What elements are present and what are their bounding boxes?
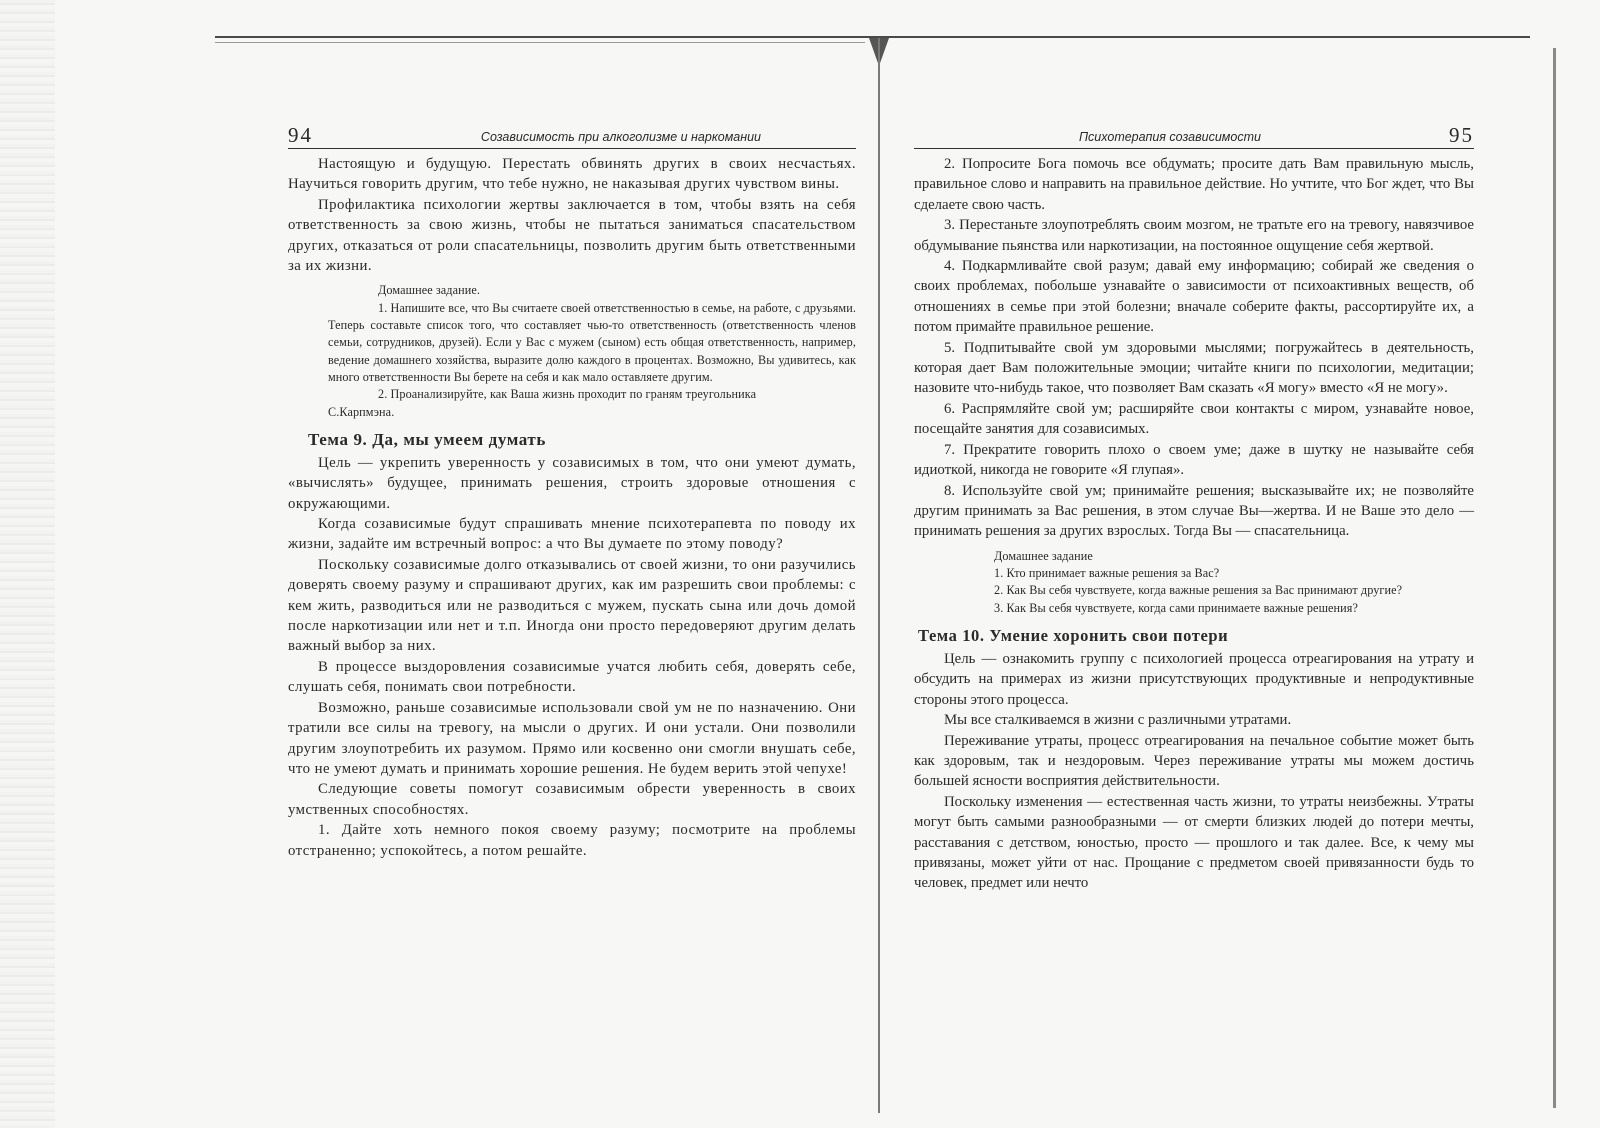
scan-margin-noise xyxy=(0,0,55,1128)
paragraph: Мы все сталкиваемся в жизни с различными утратами. xyxy=(944,712,1292,729)
running-head: Психотерапия созависимости xyxy=(1079,130,1261,144)
paragraph: 1. Дайте хоть немного покоя своему разуму; посмотрите на проблемы отстраненно; успокойтесь, а потом решайте. xyxy=(288,822,856,859)
running-head: Созависимость при алкоголизме и наркомании xyxy=(480,130,761,144)
homework-item: 3. Как Вы себя чувствуете, когда сами принимаете важные решения? xyxy=(994,600,1359,615)
paragraph: Поскольку изменения — естественная часть жизни, то утраты неизбежны. Утраты могут быть самыми разнообразными — от смерти близких людей до потери мечты, расставания с детством, юностью, просто — прошлого и так далее. Все, к чему мы привязаны, может уйти от нас. Прощание с предметом своей привязанности будь то человек, предмет или нечто xyxy=(914,793,1474,892)
page-number: 94 xyxy=(288,123,313,147)
paragraph: 3. Перестаньте злоупотреблять своим мозгом, не тратьте его на тревогу, навязчивое обдумывание пьянства или наркотизации, на постоянное ощущение себя жертвой. xyxy=(914,217,1474,254)
left-page-header xyxy=(288,118,856,149)
homework-title: Домашнее задание. xyxy=(378,283,481,298)
left-page xyxy=(288,118,856,861)
paragraph: 5. Подпитывайте свой ум здоровыми мыслями; погружайтесь в деятельность, которая дает Вам положительные эмоции; читайте книги по психологии, медитации; назовите что-нибудь такое, что позволяет Вам сказать «Я могу» вместо «Я не могу». xyxy=(914,339,1474,397)
paragraph: Профилактика психологии жертвы заключается в том, чтобы взять на себя ответственность за свою жизнь, чтобы не пытаться заниматься спасательством других, отказаться от роли спасательницы, позволить другим быть ответственными за их жизни. xyxy=(288,196,856,275)
top-rule-secondary xyxy=(215,42,865,43)
homework-item: С.Карпмэна. xyxy=(328,404,395,419)
homework-title: Домашнее задание xyxy=(994,548,1093,563)
paragraph: Когда созависимые будут спрашивать мнение психотерапевта по поводу их жизни, задайте им встречный вопрос: а что Вы думаете по этому поводу? xyxy=(288,516,856,553)
paragraph: Поскольку созависимые долго отказывались от своей жизни, то они разучились доверять своему разуму и спрашивают других, как им разрешить свои проблемы: с кем жить, разводиться или не разводиться с мужем, пускать сына или дочь домой после наркотизации или нет и т.п. Иногда они просто передоверяют другим делать важный выбор за них. xyxy=(288,556,856,655)
section-heading: Тема 9. Да, мы умеем думать xyxy=(308,429,546,449)
paragraph: Следующие советы помогут созависимым обрести уверенность в своих умственных способностях. xyxy=(288,781,856,818)
section-heading: Тема 10. Умение хоронить свои потери xyxy=(918,625,1229,645)
paragraph: Возможно, раньше созависимые использовали свой ум не по назначению. Они тратили все силы на тревогу, на мысли о других. И они устали. Они позволили другим злоупотребить их разумом. Прямо или косвенно они смогли внушать себе, что не умеют думать и принимать хорошие решения. Не будем верить этой чепухе! xyxy=(288,699,856,777)
paragraph: 4. Подкармливайте свой разум; давай ему информацию; собирай же сведения о своих проблемах, побольше узнавайте о зависимости от психоактивных веществ, об отношениях в семье при этой болезни; вначале соберите факты, рассортируйте их, а потом примайте правильное решение. xyxy=(914,258,1474,336)
paragraph: 6. Распрямляйте свой ум; расширяйте свои контакты с миром, узнавайте новое, посещайте занятия для созависимых. xyxy=(914,400,1474,438)
page-number: 95 xyxy=(1449,123,1474,147)
homework-item: 1. Кто принимает важные решения за Вас? xyxy=(994,566,1220,581)
homework-item: 2. Как Вы себя чувствуете, когда важные решения за Вас принимают другие? xyxy=(994,583,1403,598)
book-spine xyxy=(878,38,880,1113)
paragraph: Настоящую и будущую. Перестать обвинять других в своих несчастьях. Научиться говорить другим, что тебе нужно, не наказывая других чувством вины. xyxy=(288,156,856,193)
homework-block xyxy=(328,282,856,420)
homework-item: 2. Проанализируйте, как Ваша жизнь проходит по граням треугольника xyxy=(378,387,757,402)
right-page xyxy=(914,118,1474,894)
paragraph: 8. Используйте свой ум; принимайте решения; высказывайте их; не позволяйте другим принимать за Вас решения, в этом случае Вы—жертва. И не Ваше это дело — принимать решения за других взрослых. Тогда Вы — спасательница. xyxy=(914,482,1474,540)
page-edge xyxy=(1553,48,1556,1108)
paragraph: 7. Прекратите говорить плохо о своем уме; даже в шутку не называйте себя идиоткой, никогда не говорите «Я глупая». xyxy=(914,441,1474,479)
paragraph: Цель — ознакомить группу с психологией процесса отреагирования на утрату и обсудить на примерах из жизни присутствующих продуктивные и непродуктивные стороны этого процесса. xyxy=(914,650,1474,708)
homework-item: 1. Напишите все, что Вы считаете своей ответственностью в семье, на работе, с друзьями. Теперь составьте список того, что составляет чью-то ответственность (ответственность членов семьи, сотрудников, друзей). Если у Вас с мужем (сыном) есть общая ответственность, например, ведение домашнего хозяйства, выразите долю каждого в процентах. Возможно, Вы удивитесь, как много ответственности Вы берете на себя и как мало оставляете другим. xyxy=(328,300,856,384)
homework-block xyxy=(944,548,1474,617)
paragraph: В процессе выздоровления созависимые учатся любить себя, доверять себе, слушать себя, понимать свои потребности. xyxy=(288,658,856,696)
paragraph: Переживание утраты, процесс отреагирования на печальное событие может быть как здоровым, так и нездоровым. Через переживание утраты мы можем достичь большей ясности восприятия действительности. xyxy=(914,732,1474,790)
paragraph: 2. Попросите Бога помочь все обдумать; просите дать Вам правильную мысль, правильное слово и направить на правильное действие. Но учтите, что Бог ждет, что Вы сделаете свою часть. xyxy=(914,156,1474,213)
paragraph: Цель — укрепить уверенность у созависимых в том, что они умеют думать, «вычислять» будущее, принимать решения, строить здоровые отношения с окружающими. xyxy=(288,454,856,512)
right-page-header xyxy=(914,118,1474,149)
